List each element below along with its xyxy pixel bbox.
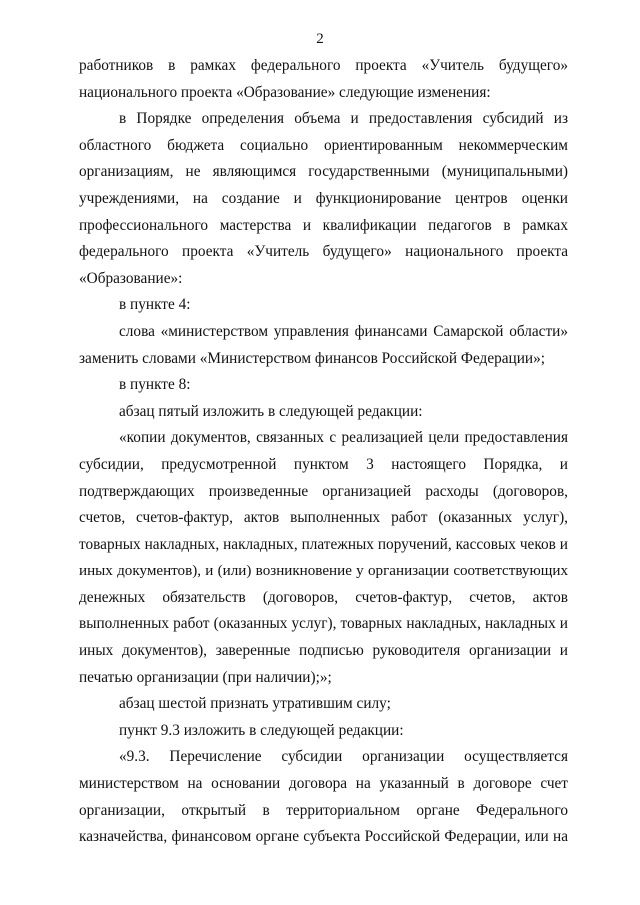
text-line: подтверждающих произведенные организацией расходы (договоров, — [79, 482, 568, 500]
page-number: 2 — [316, 31, 324, 47]
text-line: организациям, не являющимся государственными (муниципальными) — [79, 163, 568, 181]
text-line: пункт 9.3 изложить в следующей редакции: — [119, 721, 404, 739]
text-line: министерством на основании договора на указанный в договоре счет — [79, 775, 568, 793]
text-line: федерального проекта «Учитель будущего» национального проекта — [79, 243, 568, 261]
text-line: счетов, счетов-фактур, актов выполненных работ (оказанных услуг), — [79, 509, 568, 527]
text-line: казначейства, финансовом органе субъекта Российской Федерации, или на — [79, 828, 568, 846]
text-line: абзац пятый изложить в следующей редакции: — [119, 402, 423, 420]
text-line: заменить словами «Министерством финансов Российской Федерации»; — [79, 349, 546, 367]
text-line: выполненных работ (оказанных услуг), товарных накладных, накладных и — [79, 615, 568, 633]
text-line: национального проекта «Образование» следующие изменения: — [79, 83, 491, 101]
text-line: абзац шестой признать утратившим силу; — [119, 695, 391, 713]
text-line: денежных обязательств (договоров, счетов-фактур, счетов, актов — [79, 588, 568, 606]
text-line: областного бюджета социально ориентированным некоммерческим — [79, 136, 568, 154]
text-line: «Образование»: — [79, 269, 183, 287]
text-line: «копии документов, связанных с реализацией цели предоставления — [119, 429, 568, 447]
text-line: учреждениями, на создание и функционирование центров оценки — [79, 189, 568, 207]
text-line: в пункте 4: — [119, 296, 191, 314]
text-line: профессионального мастерства и квалификации педагогов в рамках — [79, 216, 568, 234]
text-line: в Порядке определения объема и предоставления субсидий из — [119, 110, 568, 128]
text-line: в пункте 8: — [119, 376, 191, 394]
text-line: печатью организации (при наличии);»; — [79, 668, 332, 686]
text-line: иных документов), и (или) возникновение у организации соответствующих — [79, 563, 568, 580]
text-line: иных документов), заверенные подписью руководителя организации и — [79, 642, 568, 660]
text-line: работников в рамках федерального проекта «Учитель будущего» — [79, 57, 568, 74]
text-line: товарных накладных, накладных, платежных поручений, кассовых чеков и — [79, 535, 568, 553]
text-line: «9.3. Перечисление субсидии организации осуществляется — [119, 748, 568, 766]
text-line: организации, открытый в территориальном органе Федерального — [79, 801, 568, 819]
document-body — [79, 53, 568, 851]
text-line: слова «министерством управления финансами Самарской области» — [119, 322, 568, 340]
text-line: субсидии, предусмотренной пунктом 3 настоящего Порядка, и — [79, 455, 568, 473]
